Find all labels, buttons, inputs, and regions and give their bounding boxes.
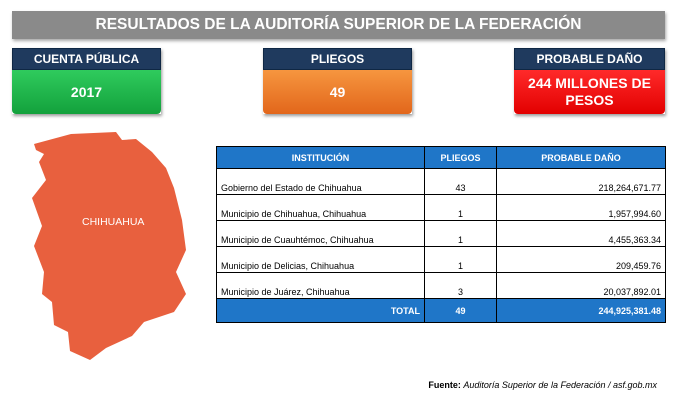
cell-pliegos: 3 — [425, 273, 497, 299]
source-note — [428, 380, 657, 390]
cuenta-publica-label: CUENTA PÚBLICA — [12, 48, 161, 70]
chihuahua-map — [24, 130, 199, 362]
cell-dano: 1,957,994.60 — [497, 195, 666, 221]
table-header-row — [217, 147, 666, 169]
cell-dano: 218,264,671.77 — [497, 169, 666, 195]
cell-institucion: Municipio de Cuauhtémoc, Chihuahua — [217, 221, 425, 247]
table-row — [217, 247, 666, 273]
cell-dano: 20,037,892.01 — [497, 273, 666, 299]
header-institucion: INSTITUCIÓN — [217, 147, 425, 169]
source-label: Fuente: — [428, 380, 461, 390]
cell-pliegos: 1 — [425, 221, 497, 247]
table-total-row — [217, 299, 666, 323]
map-state-label: CHIHUAHUA — [82, 216, 145, 228]
cell-pliegos: 1 — [425, 195, 497, 221]
probable-dano-value: 244 MILLONES DE PESOS — [514, 70, 665, 114]
probable-dano-card — [514, 48, 665, 114]
cell-pliegos: 1 — [425, 247, 497, 273]
cuenta-publica-card — [12, 48, 161, 114]
source-text: Auditoría Superior de la Federación / asf.gob.mx — [463, 380, 657, 390]
chihuahua-map-shape — [24, 130, 199, 362]
cell-dano: 209,459.76 — [497, 247, 666, 273]
header-pliegos: PLIEGOS — [425, 147, 497, 169]
pliegos-card — [263, 48, 412, 114]
pliegos-value: 49 — [263, 70, 412, 114]
cell-dano: 4,455,363.34 — [497, 221, 666, 247]
total-pliegos: 49 — [425, 299, 497, 323]
probable-dano-label: PROBABLE DAÑO — [514, 48, 665, 70]
page-title: RESULTADOS DE LA AUDITORÍA SUPERIOR DE LA FEDERACIÓN — [12, 11, 665, 39]
header-probable-dano: PROBABLE DAÑO — [497, 147, 666, 169]
total-label: TOTAL — [217, 299, 425, 323]
results-table — [216, 146, 666, 323]
cell-institucion: Gobierno del Estado de Chihuahua — [217, 169, 425, 195]
cell-pliegos: 43 — [425, 169, 497, 195]
cell-institucion: Municipio de Chihuahua, Chihuahua — [217, 195, 425, 221]
cell-institucion: Municipio de Delicias, Chihuahua — [217, 247, 425, 273]
table-row — [217, 221, 666, 247]
table-row — [217, 273, 666, 299]
cuenta-publica-value: 2017 — [12, 70, 161, 114]
table-row — [217, 195, 666, 221]
total-dano: 244,925,381.48 — [497, 299, 666, 323]
pliegos-label: PLIEGOS — [263, 48, 412, 70]
cell-institucion: Municipio de Juárez, Chihuahua — [217, 273, 425, 299]
table-row — [217, 169, 666, 195]
